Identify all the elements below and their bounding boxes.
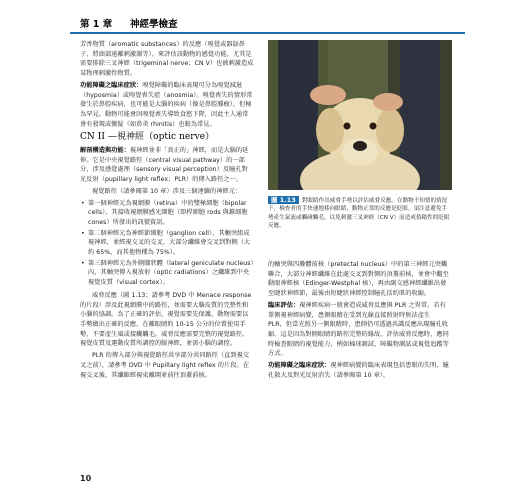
paragraph: 威脅反應（圖 1.13；請參考 DVD 中 Menace response 的片段）涉及此視網膜中的路徑，並需要大腦皮質的完整性和小腦的協調。為了正確的評估，視覺需要先保護，動物需要以手勢做出正確的反應，在離眼睛約 10-15 公分的位置使用手勢，不要產生風或接觸觸毛。威脅反應需要完整的視覺路徑、視覺皮質及運動皮質所調控的臉神經，並需小腦的調控。 (80, 291, 252, 348)
page-number: 10 (80, 474, 92, 483)
paragraph: 視覺路徑（請參閱第 10 章）涉及三個連續的神經元： (92, 187, 242, 195)
chapter-number: 第 1 章 (80, 19, 113, 30)
subheading: 功能障礙之臨床症狀： (268, 362, 331, 370)
left-column (80, 40, 254, 382)
section-heading: CN II —視神經（optic nerve） (80, 132, 215, 143)
paragraph: 嗅覺障礙的臨床表現可分為嗅覺減退（hyposmia）或嗅覺喪失症（anosmia）。嗅覺喪失的情形常發生於鼻腔疾病，也可能是大腦的疾病（像是鼻腔腫瘤），但極為罕見。動物可能會因嗅覺喪失導致食慾下降，因此主人通常會有發現或懷疑（如鼻炎 rhinitis）也較為常見。 (80, 81, 253, 128)
paragraph: 視神經病變的臨床表現包括患眼的失明、瞳孔散大及對光反射消失（請參閱第 10 章）。 (268, 362, 449, 379)
figure-label: 圖 1.13 (268, 196, 299, 204)
subheading: 臨床評估： (268, 301, 300, 309)
right-column (268, 260, 450, 382)
paragraph: 視神經疾病一般會造成威脅反應與 PLR 之異常。若有單側視神經病變，患側眼睛在受到光線直接照射時無法產生 PLR，但當光照另一側眼睛時，患側仍可透過共識反應出現瞳孔收縮。這是因為對側眼睛的路徑完整的緣故。評估威脅反應時，應同時檢查眼睛的視覺能力，例如棉球測試、障礙物測試或視覺追蹤等方式。 (268, 301, 449, 358)
chapter-title: 神經學檢查 (130, 19, 178, 30)
list-item: • 第一個神經元為視網膜（retina）中的雙極細胞（bipolar cells），其接收視網膜感光細胞（即桿細胞 rods 與錐細胞 cones）所發出的訊號資訊。 (88, 199, 254, 228)
paragraph: 視神經並非「真正的」神經，而是大腦的延伸。它是中央視覺路徑（central visual pathway）的一部分，涉及感覺處理（sensory visual perception）及瞳孔對光反射（pupillary light reflex；PLR）的傳入路徑之一。 (80, 147, 249, 184)
bullet-list (80, 199, 254, 288)
figure-photo-dog-menace-test (268, 40, 452, 190)
list-item: • 第二個神經元為神經節細胞（ganglion cell），其軸突組成視神經，並經視交叉的交叉，大部分纖維會交叉到對側（大約 65%，而其他物種為 75%）。 (88, 229, 254, 258)
subheading: 解剖構造與功能： (80, 147, 130, 155)
subheading: 功能障礙之臨床症狀： (80, 81, 143, 89)
paragraph: PLR 的傳入部分與視覺路徑共享部分共同路徑（直到視交叉之前），請參考 DVD 中 Pupillary light reflex 的片段。在視交叉後，其纖維經視束離開並前往頂蓋前核。 (80, 352, 250, 379)
figure-caption (268, 196, 452, 230)
running-header (70, 14, 465, 34)
paragraph: 芳香物質（aromatic substances）的反應（嗅覺或器舔鼻子、將頭部遠離刺激源等）。來評估該動物的感覺功能，尤其是需要排除三叉神經（trigeminal nerve；CN V）也被刺激造成某物理刺激性物質。 (80, 41, 254, 78)
caption-text: 對眼睛作出威脅手勢以評估威脅反應。在動物不知情的情況下，檢查者的手快速地移向眼睛，動物正常的反應是眨眼。須注意避免手勢產生氣流或觸碰觸毛，以免刺激三叉神經（CN V）而造成偽陽性的眨眼反應。 (268, 198, 450, 229)
list-item: • 第三個神經元為外側膝狀體（lateral geniculate nucleus）內，其軸突傳入視放射（optic radiations）之纖維到中央視覺皮質（visual cortex）。 (88, 259, 254, 288)
paragraph: 的軸突與四疊體前核（pretectal nucleus）中的第三神經元突觸聯合，大部分神經纖維在此處交叉到對側的頂蓋前核，並會中繼至動眼神經核（Edinger-Westphal 核），再由副交感神經纖維出發至睫狀神經節，最後由短睫狀神經控制瞳孔括約肌的收縮。 (268, 261, 449, 298)
